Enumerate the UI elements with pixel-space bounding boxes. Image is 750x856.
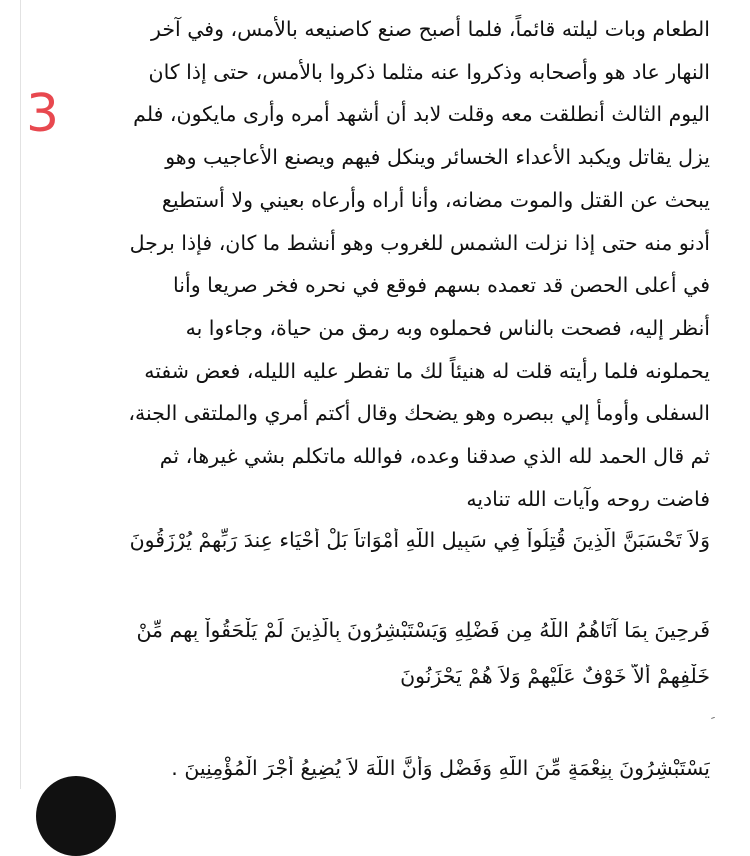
verse-line: فَرِحِينَ بِمَا آتَاهُمُ اللّهُ مِن فَضْلِهِ وَيَسْتَبْشِرُونَ بِالَّذِينَ لَمْ يَلْحَقُواْ بِهِم مِّنْ	[136, 618, 710, 642]
paragraph-line: يحملونه فلما رأيته قلت له هنيئاً لك ما تفطر عليه الليله، فعض شفته	[144, 358, 710, 383]
paragraph-line: أدنو منه حتى إذا نزلت الشمس للغروب وهو أنشط ما كان، فإذا برجل	[129, 230, 710, 255]
paragraph-line: أنظر إليه، فصحت بالناس فحملوه وبه رمق من حياة، وجاءوا به	[185, 315, 710, 340]
paragraph-line: يبحث عن القتل والموت مضانه، وأنا أراه وأرعاه بعيني ولا أستطيع	[161, 187, 710, 212]
verse-line: وَلاَ تَحْسَبَنَّ الَّذِينَ قُتِلُواْ فِي سَبِيلِ اللّهِ أَمْوَاتاً بَلْ أَحْيَاء عِندَ رَبِّهِمْ يُرْزَقُونَ	[129, 528, 710, 552]
paragraph-line: النهار عاد هو وأصحابه وذكروا عنه مثلما ذكروا بالأمس، حتى إذا كان	[148, 59, 710, 84]
body-paragraph	[60, 8, 710, 520]
paragraph-line: فاضت روحه وآيات الله تناديه	[466, 486, 710, 511]
paragraph-line: ثم قال الحمد لله الذي صدقنا وعده، فوالله ماتكلم بشي غيرها، ثم	[159, 444, 710, 469]
verse-line: خَلْفِهِمْ أَلاَّ خَوْفٌ عَلَيْهِمْ وَلاَ هُمْ يَحْزَنُونَ	[400, 664, 710, 688]
floating-action-button[interactable]	[36, 776, 116, 856]
verse-line: يَسْتَبْشِرُونَ بِنِعْمَةٍ مِّنَ اللّهِ وَفَضْلٍ وَأَنَّ اللّهَ لاَ يُضِيعُ أَجْرَ الْمُؤْمِنِينَ .	[171, 756, 710, 780]
margin-line	[20, 0, 21, 789]
paragraph-line: الطعام وبات ليلته قائماً، فلما أصبح صنع كاصنيعه بالأمس، وفي آخر	[151, 17, 710, 41]
paragraph-line: السفلى وأومأ إلي ببصره وهو يضحك وقال أكتم أمري والملتقى الجنة،	[128, 401, 710, 426]
paragraph-line: اليوم الثالث أنطلقت معه وقلت لابد أن أشهد أمره وأرى مايكون، فلم	[133, 102, 710, 127]
verse-stop-mark	[704, 706, 710, 714]
paragraph-line: يزل يقاتل ويكبد الأعداء الخسائر وينكل فيهم ويصنع الأعاجيب وهو	[165, 145, 710, 170]
page-number: 3	[26, 84, 60, 144]
paragraph-line: في أعلى الحصن قد تعمده بسهم فوقع في نحره فخر صريعا وأنا	[173, 273, 710, 298]
